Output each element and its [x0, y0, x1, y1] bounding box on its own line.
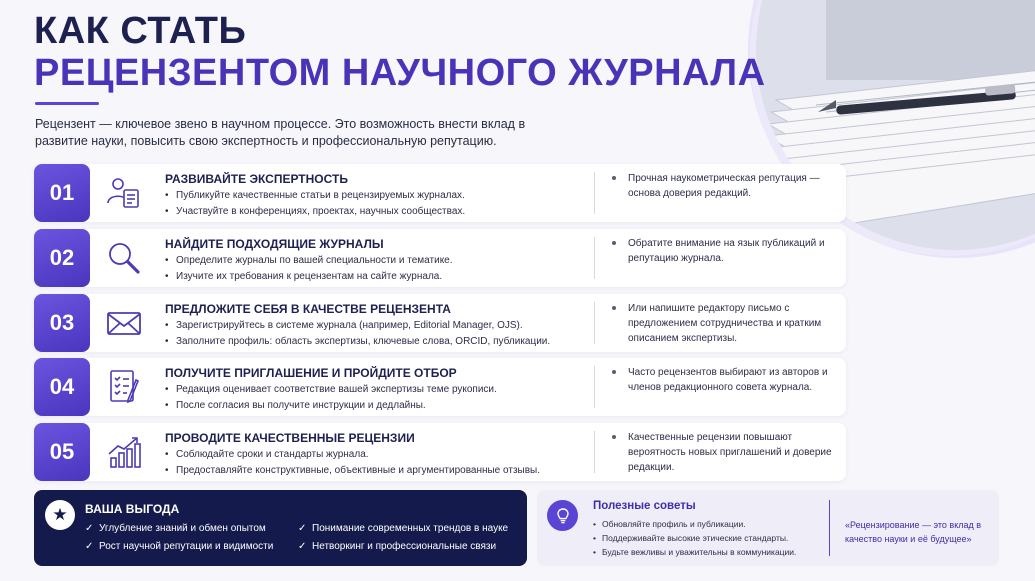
note-bullet-icon: [612, 370, 616, 374]
step-card-4: [34, 358, 846, 416]
benefit-item: [85, 541, 273, 552]
list-item: • Предоставляйте конструктивные, объективные и аргументированные отзывы.: [165, 463, 540, 479]
step-note: Качественные рецензии повышают вероятность новых приглашений и доверие редакции.: [628, 432, 832, 473]
benefit-item-label: Нетворкинг и профессиональные связи: [312, 541, 497, 552]
intro-text: Рецензент — ключевое звено в научном процессе. Это возможность внести вклад в развитие науки, повысить свою экспертность и профессиональную репутацию.: [35, 117, 526, 148]
star-icon: ★: [45, 500, 75, 530]
note-bullet-icon: [612, 306, 616, 310]
check-icon: ✓: [85, 523, 94, 534]
step-bullets: [165, 382, 497, 414]
benefit-panel: [34, 490, 527, 566]
step-number: 04: [34, 358, 90, 416]
divider: [594, 366, 595, 408]
list-item: • Заполните профиль: область экспертизы, ключевые слова, ORCID, публикации.: [165, 334, 550, 350]
checklist-icon: [104, 367, 144, 407]
list-item: • Определите журналы по вашей специальности и тематике.: [165, 253, 453, 269]
list-item: • Участвуйте в конференциях, проектах, научных сообществах.: [165, 204, 465, 220]
benefit-item-label: Рост научной репутации и видимости: [99, 541, 274, 552]
divider: [829, 500, 830, 556]
check-icon: ✓: [298, 541, 307, 552]
benefit-item-label: Углубление знаний и обмен опытом: [99, 523, 266, 534]
step-heading: ПРЕДЛОЖИТЕ СЕБЯ В КАЧЕСТВЕ РЕЦЕНЗЕНТА: [165, 302, 451, 316]
list-item: • Соблюдайте сроки и стандарты журнала.: [165, 447, 540, 463]
page-title-line1: КАК СТАТЬ: [34, 10, 247, 52]
check-icon: ✓: [298, 523, 307, 534]
list-item: • Изучите их требования к рецензентам на сайте журнала.: [165, 269, 453, 285]
step-heading: РАЗВИВАЙТЕ ЭКСПЕРТНОСТЬ: [165, 172, 348, 186]
note-bullet-icon: [612, 435, 616, 439]
list-item: • Обновляйте профиль и публикации.: [593, 517, 796, 531]
list-item: • Редакция оценивает соответствие вашей экспертизы теме рукописи.: [165, 382, 497, 398]
list-item: • Зарегистрируйтесь в системе журнала (например, Editorial Manager, OJS).: [165, 318, 550, 334]
envelope-icon: [104, 303, 144, 343]
step-number: 05: [34, 423, 90, 481]
search-icon: [104, 238, 144, 278]
step-card-1: [34, 164, 846, 222]
benefit-item: [298, 523, 508, 534]
step-number: 03: [34, 294, 90, 352]
tips-panel: [537, 490, 999, 566]
note-bullet-icon: [612, 241, 616, 245]
step-card-5: [34, 423, 846, 481]
benefit-item: [85, 523, 266, 534]
step-number: 01: [34, 164, 90, 222]
tips-list: [593, 517, 796, 559]
tips-quote: «Рецензирование — это вклад в качество науки и её будущее»: [845, 520, 982, 544]
divider: [594, 172, 595, 214]
step-heading: ПРОВОДИТЕ КАЧЕСТВЕННЫЕ РЕЦЕНЗИИ: [165, 431, 415, 445]
lightbulb-icon: [547, 500, 578, 531]
tips-title: Полезные советы: [593, 500, 696, 512]
step-bullets: [165, 447, 540, 479]
title-underline: [35, 102, 99, 105]
step-bullets: [165, 318, 550, 350]
benefit-title: ВАША ВЫГОДА: [85, 502, 180, 516]
expert-icon: [104, 173, 144, 213]
benefit-item-label: Понимание современных трендов в науке: [312, 523, 509, 534]
check-icon: ✓: [85, 541, 94, 552]
step-note: Или напишите редактору письмо с предложением сотрудничества и кратким описанием экспертизы.: [628, 303, 822, 344]
step-heading: ПОЛУЧИТЕ ПРИГЛАШЕНИЕ И ПРОЙДИТЕ ОТБОР: [165, 366, 457, 380]
page-title-line2: РЕЦЕНЗЕНТОМ НАУЧНОГО ЖУРНАЛА: [34, 52, 766, 94]
benefit-item: [298, 541, 496, 552]
list-item: • Будьте вежливы и уважительны в коммуникации.: [593, 545, 796, 559]
step-number: 02: [34, 229, 90, 287]
note-bullet-icon: [612, 176, 616, 180]
list-item: • Публикуйте качественные статьи в рецензируемых журналах.: [165, 188, 465, 204]
list-item: • Поддерживайте высокие этические стандарты.: [593, 531, 796, 545]
list-item: • После согласия вы получите инструкции и дедлайны.: [165, 398, 497, 414]
step-note: Обратите внимание на язык публикаций и репутацию журнала.: [628, 238, 825, 264]
step-card-2: [34, 229, 846, 287]
step-note: Прочная наукометрическая репутация — основа доверия редакций.: [628, 173, 820, 199]
divider: [594, 302, 595, 344]
step-bullets: [165, 188, 465, 220]
step-heading: НАЙДИТЕ ПОДХОДЯЩИЕ ЖУРНАЛЫ: [165, 237, 384, 251]
step-note: Часто рецензентов выбирают из авторов и членов редакционного совета журнала.: [628, 367, 828, 393]
divider: [594, 431, 595, 473]
divider: [594, 237, 595, 279]
step-card-3: [34, 294, 846, 352]
growth-chart-icon: [104, 432, 144, 472]
step-bullets: [165, 253, 453, 285]
